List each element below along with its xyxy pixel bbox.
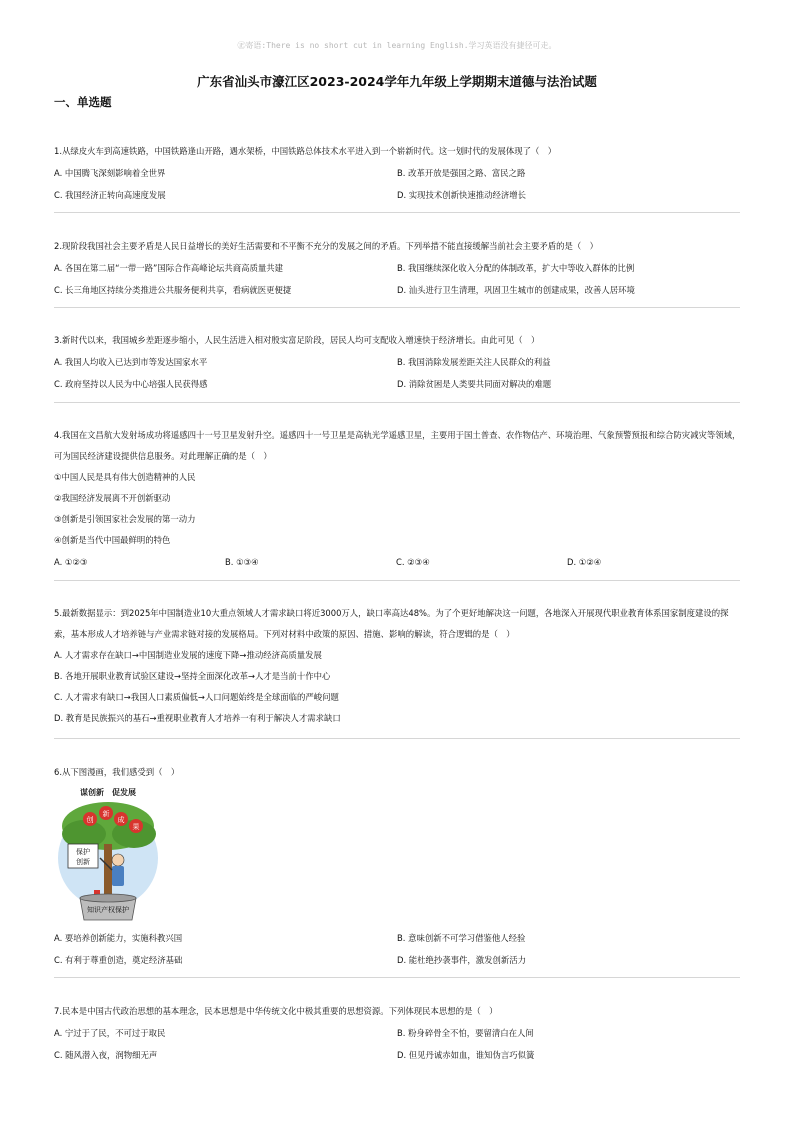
option-a[interactable]: A. 宁过于了民，不可过于取民 (54, 1028, 166, 1038)
divider (54, 977, 740, 978)
option-c[interactable]: C. 人才需求有缺口→我国人口素质偏低→人口问题始终是全球面临的严峻问题 (54, 692, 339, 702)
option-a[interactable]: A. 要培养创新能力，实施科教兴国 (54, 933, 183, 943)
option-b[interactable]: B. ①③④ (225, 557, 259, 567)
option-d[interactable]: D. 实现技术创新快速推动经济增长 (397, 190, 527, 200)
pot (80, 894, 136, 920)
option-c[interactable]: C. 有利于尊重创造，奠定经济基础 (54, 955, 183, 965)
option-c[interactable]: C. 长三角地区持续分类推进公共服务便利共享，看病就医更便捷 (54, 285, 292, 295)
options-row (54, 932, 744, 944)
question-stem: 1.从绿皮火车到高速铁路，中国铁路逢山开路，遇水架桥，中国铁路总体技术水平进入到一个崭新时代。这一划时代的发展体现了（ ） (54, 146, 557, 156)
apple-label-3: 成 (117, 816, 125, 824)
option-b[interactable]: B. 改革开放是强国之路、富民之路 (397, 168, 526, 178)
sign-board (68, 844, 98, 868)
options-row (54, 284, 744, 296)
apple-label-1: 创 (86, 816, 94, 824)
options-row (54, 189, 744, 201)
question-7 (54, 1005, 744, 1061)
question-6 (54, 766, 744, 966)
tree-trunk (104, 844, 112, 896)
option-b[interactable]: B. 各地开展职业教育试验区建设→坚持全面深化改革→人才是当前十作中心 (54, 671, 331, 681)
apple-1 (83, 812, 97, 826)
document-title: 广东省汕头市濠江区2023-2024学年九年级上学期期末道德与法治试题 (197, 74, 597, 89)
divider (54, 212, 740, 213)
options-row (54, 167, 744, 179)
cartoon-caption: 谋创新 促发展 (80, 788, 136, 797)
options-row (54, 1027, 744, 1039)
option-a[interactable]: A. 中国腾飞深刻影响着全世界 (54, 168, 166, 178)
options-row (54, 262, 744, 274)
question-5 (54, 607, 744, 724)
options-row (54, 954, 744, 966)
statement-4: ④创新是当代中国最鲜明的特色 (54, 535, 171, 545)
option-c[interactable]: C. 随风潜入夜，润物细无声 (54, 1050, 158, 1060)
apple-label-4: 果 (132, 823, 140, 831)
question-stem: 7.民本是中国古代政治思想的基本理念，民本思想是中华传统文化中极其重要的思想资源。下列体现民本思想的是（ ） (54, 1006, 498, 1016)
divider (54, 738, 740, 739)
question-3 (54, 334, 744, 390)
option-d[interactable]: D. 消除贫困是人类要共同面对解决的难题 (397, 379, 552, 389)
option-d[interactable]: D. 汕头进行卫生清理，巩固卫生城市的创建成果，改善人居环境 (397, 285, 635, 295)
statement-1: ①中国人民是具有伟大创造精神的人民 (54, 472, 196, 482)
option-a[interactable]: A. ①②③ (54, 557, 88, 567)
question-stem: 2.现阶段我国社会主要矛盾是人民日益增长的美好生活需要和不平衡不充分的发展之间的矛盾。下列举措不能直接缓解当前社会主要矛盾的是（ ） (54, 241, 598, 251)
option-b[interactable]: B. 粉身碎骨全不怕，要留清白在人间 (397, 1028, 534, 1038)
question-2 (54, 240, 744, 296)
divider (54, 402, 740, 403)
question-1 (54, 145, 744, 201)
statement-2: ②我国经济发展离不开创新驱动 (54, 493, 171, 503)
option-a[interactable]: A. 各国在第二届“一带一路”国际合作高峰论坛共商高质量共建 (54, 263, 283, 273)
sign-line-1: 保护 (76, 848, 90, 856)
apple-2 (99, 806, 113, 820)
section-title: 一、单选题 (54, 95, 112, 109)
question-4 (54, 429, 744, 568)
option-d[interactable]: D. 但见丹诚赤如血，谁知伪言巧似簧 (397, 1050, 535, 1060)
divider (54, 307, 740, 308)
watermark: ㊣寄语:There is no short cut in learning English.学习英语没有捷径可走。 (237, 41, 557, 50)
statement-3: ③创新是引领国家社会发展的第一动力 (54, 514, 196, 524)
option-d[interactable]: D. 教育是民族振兴的基石→重视职业教育人才培养一有利于解决人才需求缺口 (54, 713, 341, 723)
options-row (54, 356, 744, 368)
cartoon-image (54, 786, 162, 926)
question-stem: 5.最新数据显示：到2025年中国制造业10大重点领域人才需求缺口将近3000万人，缺口率高达48%。为了个更好地解决这一问题，各地深入开展现代职业教育体系国家制度建设的探索，基本形成人才培养链与产业需求链对接的发展格局。下列对材料中政策的原因、措施、影响的解读，符合逻辑的是（ ） (54, 608, 729, 639)
options-row (54, 378, 744, 390)
question-stem: 4.我国在文昌航大发射场成功将遥感四十一号卫星发射升空。遥感四十一号卫星是高轨光学遥感卫星，主要用于国土普查、农作物估产、环境治理、气象预警预报和综合防灾减灾等领域，可为国民经济建设提供信息服务。对此理解正确的是（ ） (54, 430, 741, 461)
option-a[interactable]: A. 人才需求存在缺口→中国制造业发展的速度下降→推动经济高质量发展 (54, 650, 322, 660)
option-c[interactable]: C. ②③④ (396, 557, 430, 567)
option-b[interactable]: B. 我国消除发展差距关注人民群众的利益 (397, 357, 551, 367)
options-row (54, 556, 744, 568)
apple-4 (129, 819, 143, 833)
apple-label-2: 新 (102, 810, 110, 818)
option-d[interactable]: D. ①②④ (567, 557, 602, 567)
apple-3 (114, 812, 128, 826)
option-d[interactable]: D. 能杜绝抄袭事件，激发创新活力 (397, 955, 527, 965)
option-a[interactable]: A. 我国人均收入已达到市等发达国家水平 (54, 357, 208, 367)
pot-label: 知识产权保护 (87, 906, 129, 914)
option-b[interactable]: B. 意味创新不可学习借鉴他人经验 (397, 933, 526, 943)
option-c[interactable]: C. 我国经济正转向高速度发展 (54, 190, 166, 200)
option-b[interactable]: B. 我国继续深化收入分配的体制改革，扩大中等收入群体的比例 (397, 263, 635, 273)
option-c[interactable]: C. 政府坚持以人民为中心培强人民获得感 (54, 379, 208, 389)
divider (54, 580, 740, 581)
options-row (54, 1049, 744, 1061)
question-stem: 6.从下图漫画，我们感受到（ ） (54, 767, 180, 777)
question-stem: 3.新时代以来，我国城乡差距逐步缩小，人民生活进入相对殷实富足阶段，居民人均可支配收入增速快于经济增长。由此可见（ ） (54, 335, 540, 345)
sign-line-2: 创新 (76, 858, 90, 866)
